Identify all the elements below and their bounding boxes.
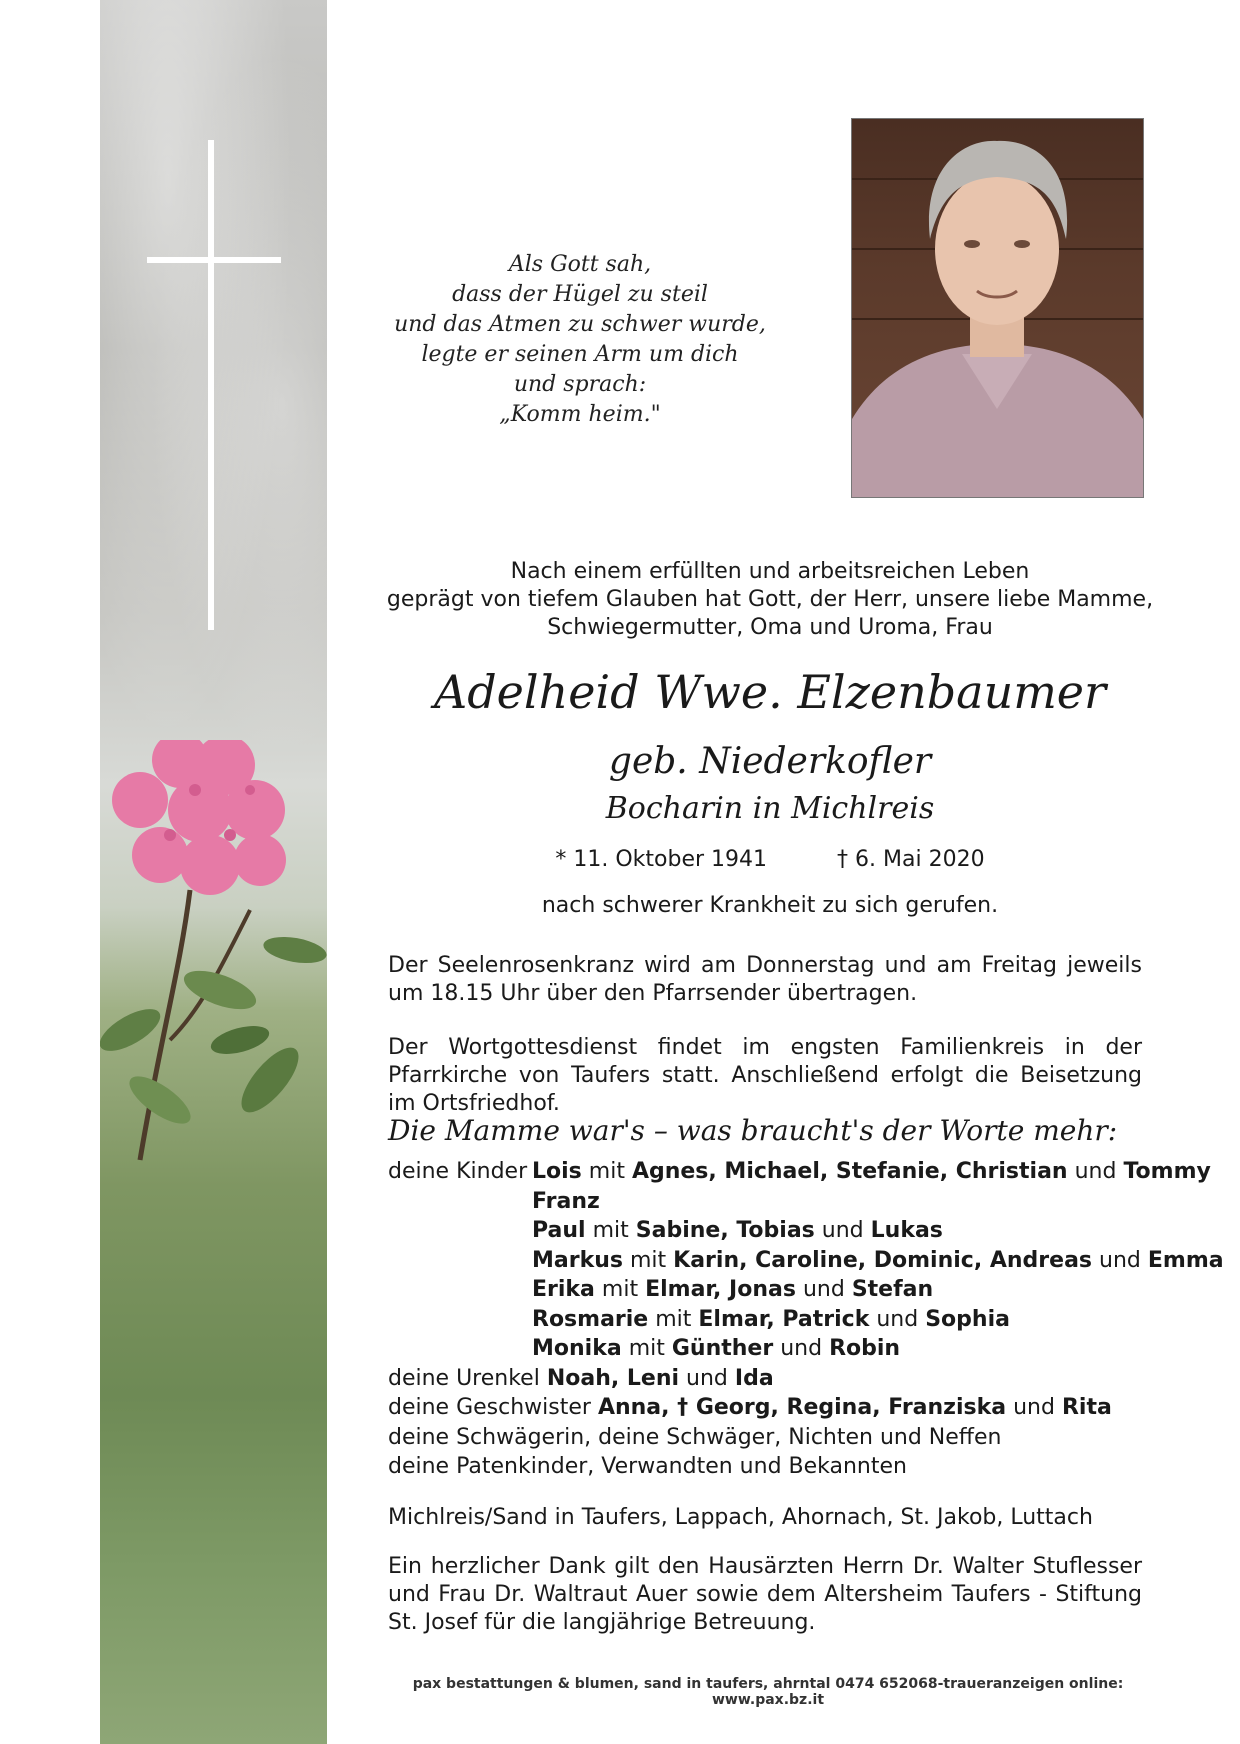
places-line: Michlreis/Sand in Taufers, Lappach, Ahornach, St. Jakob, Luttach xyxy=(388,1505,1093,1530)
birth-date: * 11. Oktober 1941 xyxy=(555,847,768,872)
child-family: Karin, Caroline, Dominic, Andreas xyxy=(673,1247,1093,1273)
intro-text xyxy=(380,558,1160,642)
connector: und xyxy=(1013,1395,1055,1420)
child-family: Elmar, Jonas xyxy=(645,1277,796,1302)
child-name: Paul xyxy=(532,1218,586,1243)
children-label: deine Kinder xyxy=(388,1159,528,1184)
service-paragraph: Der Wortgottesdienst findet im engsten Familienkreis in der Pfarrkirche von Taufers statt. Anschließend erfolgt die Beisetzung im Ortsfriedhof. xyxy=(388,1035,1142,1116)
connector: und xyxy=(876,1306,919,1332)
child-name: Franz xyxy=(532,1188,600,1214)
decorative-nature-strip xyxy=(100,0,327,1744)
child-family: Sabine, Tobias xyxy=(635,1218,815,1243)
siblings-last: Rita xyxy=(1061,1395,1112,1420)
child-family: Agnes, Michael, Stefanie, Christian xyxy=(631,1159,1068,1184)
maiden-name: geb. Niederkofler xyxy=(608,741,932,782)
siblings-label: deine Geschwister xyxy=(388,1395,591,1420)
child-family-last: Sophia xyxy=(925,1306,1010,1332)
connector: und xyxy=(1099,1247,1141,1273)
quote-line: Als Gott sah, xyxy=(508,252,652,277)
child-family-last: Stefan xyxy=(851,1277,934,1302)
connector: und xyxy=(821,1218,864,1243)
child-name: Markus xyxy=(532,1247,623,1273)
connector: mit xyxy=(592,1218,629,1243)
children-row xyxy=(388,1216,1148,1246)
thanks-paragraph: Ein herzlicher Dank gilt den Hausärzten Herrn Dr. Walter Stuflesser und Frau Dr. Waltraut Auer sowie dem Altersheim Taufers - Stiftung St. Josef für die langjährige Betreuung. xyxy=(388,1554,1142,1635)
life-dates xyxy=(380,846,1160,874)
quote-line: und sprach: xyxy=(513,372,647,397)
child-family-last: Tommy xyxy=(1123,1159,1211,1184)
family-list xyxy=(388,1157,1224,1482)
child-family-last: Robin xyxy=(829,1336,901,1361)
quote-line: „Komm heim." xyxy=(499,402,661,427)
quote-line: dass der Hügel zu steil xyxy=(452,282,708,307)
farm-name: Bocharin in Michlreis xyxy=(605,791,935,826)
siblings-names: Anna, † Georg, Regina, Franziska xyxy=(597,1395,1007,1420)
child-family: Elmar, Patrick xyxy=(698,1306,870,1332)
portrait-photo xyxy=(851,118,1144,498)
greatgrand-last: Ida xyxy=(734,1365,774,1391)
cross-icon-vertical xyxy=(208,140,214,630)
greatgrand-label: deine Urenkel xyxy=(388,1365,540,1391)
children-row xyxy=(388,1246,1224,1276)
child-family-last: Emma xyxy=(1147,1247,1224,1273)
children-row xyxy=(388,1187,1148,1217)
quote-line: und das Atmen zu schwer wurde, xyxy=(394,312,766,337)
greatgrand-names: Noah, Leni xyxy=(546,1365,680,1391)
children-row xyxy=(388,1334,1148,1364)
connector: mit xyxy=(601,1277,639,1302)
connector: mit xyxy=(628,1336,665,1361)
connector: und xyxy=(802,1277,845,1302)
footer-contact: pax bestattungen & blumen, sand in taufers, ahrntal 0474 652068-traueranzeigen online: www.pax.bz.it xyxy=(412,1676,1124,1708)
connector: und xyxy=(686,1365,728,1391)
greatgrand-row xyxy=(388,1364,1148,1394)
intro-line: Schwiegermutter, Oma und Uroma, Frau xyxy=(547,615,993,640)
connector: und xyxy=(780,1336,823,1361)
child-name: Lois xyxy=(532,1159,582,1184)
quote-line: legte er seinen Arm um dich xyxy=(421,342,739,367)
motto: Die Mamme war's – was braucht's der Worte mehr: xyxy=(388,1114,1118,1147)
child-name: Erika xyxy=(532,1277,595,1302)
connector: mit xyxy=(655,1306,692,1332)
godchildren-row: deine Patenkinder, Verwandten und Bekannten xyxy=(388,1454,907,1479)
siblings-row xyxy=(388,1393,1148,1423)
rosary-paragraph: Der Seelenrosenkranz wird am Donnerstag und am Freitag jeweils um 18.15 Uhr über den Pfarrsender übertragen. xyxy=(388,953,1142,1006)
connector: und xyxy=(1074,1159,1117,1184)
portrait-illustration xyxy=(852,119,1143,497)
child-family-last: Lukas xyxy=(870,1218,943,1243)
cross-icon-horizontal xyxy=(147,257,281,263)
memorial-quote xyxy=(370,250,790,430)
called-text: nach schwerer Krankheit zu sich gerufen. xyxy=(541,893,999,918)
children-row xyxy=(388,1275,1148,1305)
alpine-rose-icon xyxy=(100,740,327,1300)
intro-line: geprägt von tiefem Glauben hat Gott, der Herr, unsere liebe Mamme, xyxy=(386,587,1154,612)
child-name: Monika xyxy=(532,1336,622,1361)
children-row xyxy=(388,1305,1148,1335)
children-row xyxy=(388,1157,1211,1187)
deceased-name: Adelheid Wwe. Elzenbaumer xyxy=(433,665,1107,719)
child-name: Rosmarie xyxy=(532,1306,649,1332)
child-family: Günther xyxy=(671,1336,774,1361)
death-date: † 6. Mai 2020 xyxy=(837,847,985,872)
connector: mit xyxy=(588,1159,625,1184)
inlaws-row: deine Schwägerin, deine Schwäger, Nichten und Neffen xyxy=(388,1424,1002,1450)
intro-line: Nach einem erfüllten und arbeitsreichen Leben xyxy=(510,559,1030,584)
connector: mit xyxy=(629,1247,667,1273)
